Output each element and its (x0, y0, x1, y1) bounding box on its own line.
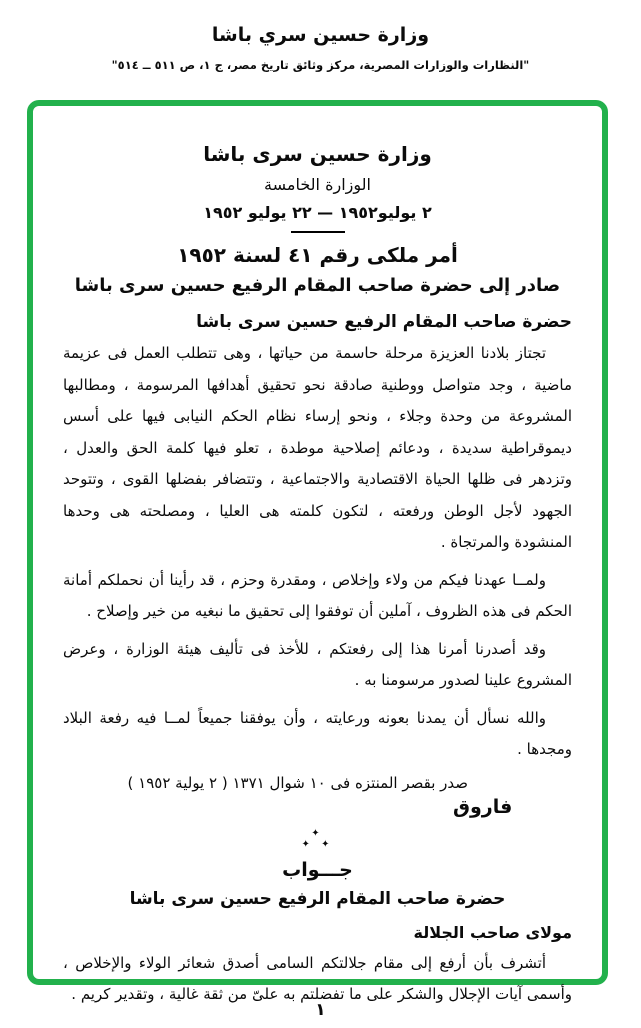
reply-salutation: مولاى صاحب الجلالة (413, 922, 572, 942)
diamond-ornament-icon (63, 828, 572, 851)
reply-paragraph: أتشرف بأن أرفع إلى مقام جلالتكم السامى أصدق شعائر الولاء والإخلاص ، وأسمى آيات الإجلال والشكر على ما تفضلتم به علىّ من ثقة غالية ، وتقدير كريم . (63, 953, 572, 1003)
ornament-bottom-row: ✦ ✦ (301, 839, 334, 850)
page-title: وزارة حسين سري باشا (211, 24, 430, 46)
ornament-top-row: ✦ (311, 827, 324, 839)
royal-signature: فاروق (453, 795, 513, 818)
cabinet-ordinal: الوزارة الخامسة (264, 175, 371, 194)
reply-title: جـــواب (282, 858, 353, 881)
decree-subtitle: صادر إلى حضرة صاحب المقام الرفيع حسين سرى باشا (74, 275, 561, 296)
divider-rule (291, 231, 345, 233)
cabinet-date-range: ٢ يوليو١٩٥٢ — ٢٢ يوليو ١٩٥٢ (203, 203, 432, 222)
decree-paragraph: ولمــا عهدنا فيكم من ولاء وإخلاص ، ومقدرة وحزم ، قد رأينا أن نحملكم أمانة الحكم فى هذه الظروف ، آملين أن توفقوا إلى تحقيق ما نبغيه من خير وإصلاح . (63, 570, 572, 620)
decree-paragraph: تجتاز بلادنا العزيزة مرحلة حاسمة من حياتها ، وهى تتطلب العمل فى عزيمة ماضية ، وجد متواصل ووطنية صادقة نحو تحقيق أهدافها المرسومة ، ومطالبها المشروعة من وحدة وجلاء ، ونحو إرساء نظام الحكم النيابى فيها على أسس ديموقراطية سديدة ، ودعائم إصلاحية موطدة ، تعلو فيها كلمة الحق والعدل ، وتزدهر فى ظلها الحياة الاقتصادية والاجتماعية ، وتتضافر بفضلها القوى ، وتتوحد الجهود لأجل الوطن ورفعته ، لتكون كلمته هى العليا ، ومصلحته هى وحدها المنشودة والمرتجاة . (63, 344, 572, 551)
reply-subtitle: حضرة صاحب المقام الرفيع حسين سرى باشا (129, 888, 506, 909)
issuance-line: صدر بقصر المنتزه فى ١٠ شوال ١٣٧١ ( ٢ يولية ١٩٥٢ ) (127, 773, 468, 792)
document-frame (27, 100, 608, 1003)
decree-salutation: حضرة صاحب المقام الرفيع حسين سرى باشا (196, 312, 572, 332)
page-number: ١ (315, 1000, 326, 1020)
source-citation: "النظارات والوزارات المصرية، مركز وثائق تاريخ مصر، ج ١، ص ٥١١ ــ ٥١٤" (111, 58, 530, 72)
decree-paragraph: والله نسأل أن يمدنا بعونه ورعايته ، وأن يوفقنا جميعاً لمــا فيه رفعة البلاد ومجدها . (63, 708, 572, 758)
decree-title: أمر ملكى رقم ٤١ لسنة ١٩٥٢ (177, 243, 458, 267)
ministry-title: وزارة حسين سرى باشا (203, 142, 432, 166)
decree-paragraph: وقد أصدرنا أمرنا هذا إلى رفعتكم ، للأخذ فى تأليف هيئة الوزارة ، وعرض المشروع علينا لصدور مرسومنا به . (63, 639, 572, 689)
